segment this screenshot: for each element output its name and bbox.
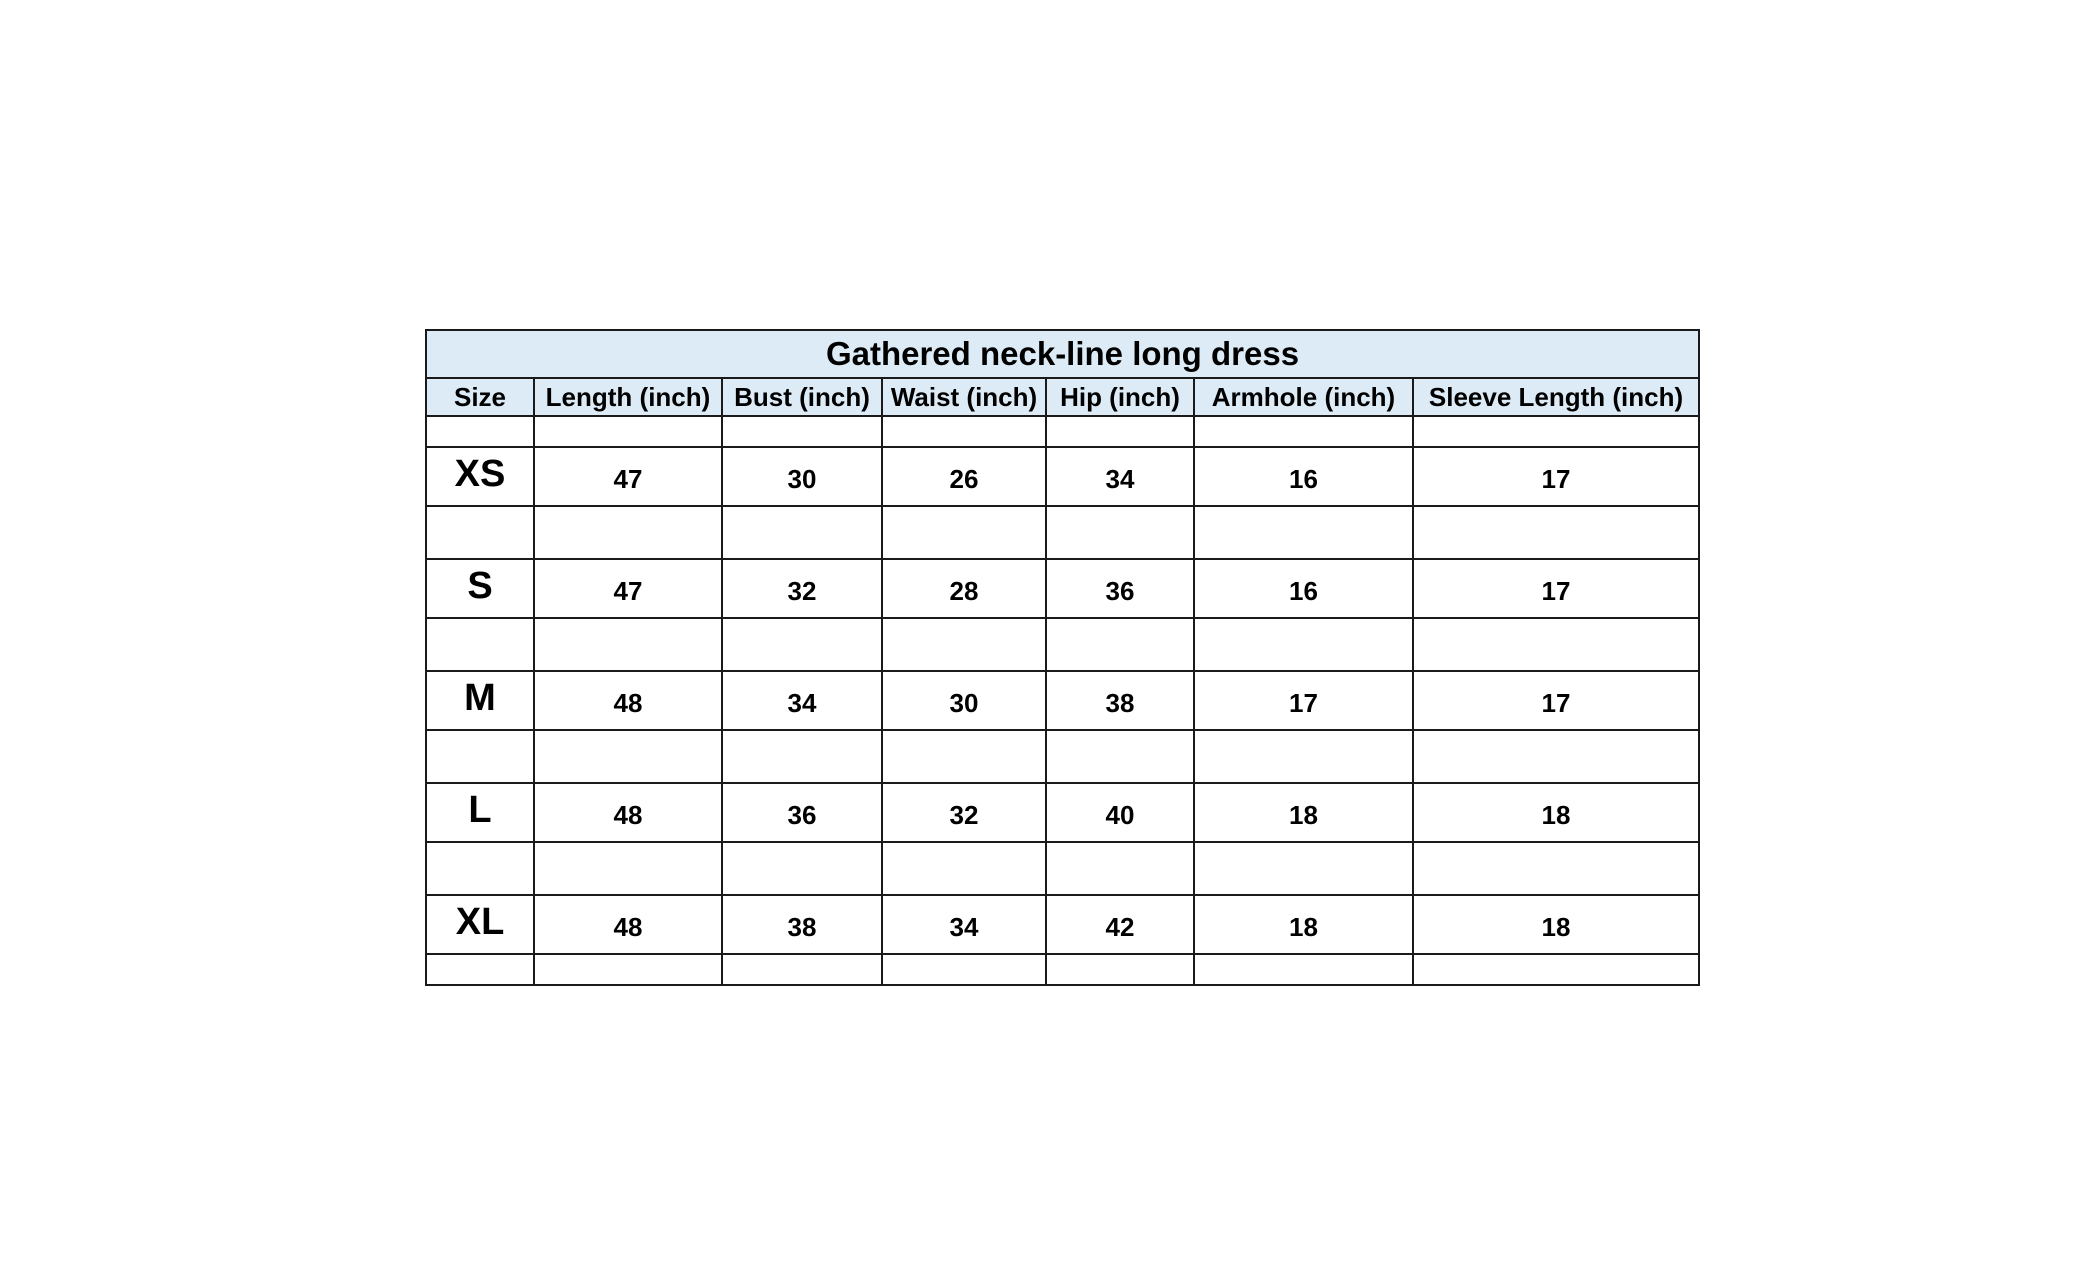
length-cell: 47 xyxy=(534,559,722,618)
blank-cell xyxy=(426,416,534,447)
table-title: Gathered neck-line long dress xyxy=(426,330,1699,378)
armhole-cell: 16 xyxy=(1194,559,1413,618)
blank-cell xyxy=(426,618,534,671)
table-row xyxy=(426,447,1699,506)
blank-cell xyxy=(534,618,722,671)
table-row xyxy=(426,783,1699,842)
blank-row xyxy=(426,842,1699,895)
blank-cell xyxy=(1413,618,1699,671)
blank-cell xyxy=(1194,954,1413,985)
blank-cell xyxy=(1046,842,1194,895)
hip-cell: 40 xyxy=(1046,783,1194,842)
length-cell: 47 xyxy=(534,447,722,506)
hip-cell: 42 xyxy=(1046,895,1194,954)
blank-cell xyxy=(1413,730,1699,783)
blank-cell xyxy=(534,730,722,783)
blank-row xyxy=(426,954,1699,985)
bust-cell: 36 xyxy=(722,783,882,842)
blank-cell xyxy=(1046,618,1194,671)
length-cell: 48 xyxy=(534,783,722,842)
bust-cell: 34 xyxy=(722,671,882,730)
waist-cell: 32 xyxy=(882,783,1046,842)
armhole-cell: 18 xyxy=(1194,783,1413,842)
header-length: Length (inch) xyxy=(534,378,722,416)
blank-cell xyxy=(1194,618,1413,671)
armhole-cell: 17 xyxy=(1194,671,1413,730)
sleeve-length-cell: 17 xyxy=(1413,671,1699,730)
blank-cell xyxy=(426,842,534,895)
size-cell: S xyxy=(426,559,534,618)
bust-cell: 32 xyxy=(722,559,882,618)
blank-cell xyxy=(1194,842,1413,895)
blank-cell xyxy=(1413,842,1699,895)
blank-cell xyxy=(722,730,882,783)
sleeve-length-cell: 17 xyxy=(1413,447,1699,506)
header-sleeve-length: Sleeve Length (inch) xyxy=(1413,378,1699,416)
blank-cell xyxy=(882,842,1046,895)
hip-cell: 38 xyxy=(1046,671,1194,730)
bust-cell: 30 xyxy=(722,447,882,506)
sleeve-length-cell: 17 xyxy=(1413,559,1699,618)
blank-cell xyxy=(882,618,1046,671)
blank-cell xyxy=(1194,730,1413,783)
blank-row xyxy=(426,730,1699,783)
size-cell: XL xyxy=(426,895,534,954)
blank-cell xyxy=(722,416,882,447)
table-row xyxy=(426,671,1699,730)
waist-cell: 26 xyxy=(882,447,1046,506)
blank-cell xyxy=(534,416,722,447)
blank-cell xyxy=(1194,416,1413,447)
blank-row xyxy=(426,416,1699,447)
hip-cell: 34 xyxy=(1046,447,1194,506)
waist-cell: 30 xyxy=(882,671,1046,730)
blank-cell xyxy=(1046,506,1194,559)
blank-cell xyxy=(882,730,1046,783)
blank-cell xyxy=(722,954,882,985)
header-bust: Bust (inch) xyxy=(722,378,882,416)
length-cell: 48 xyxy=(534,671,722,730)
blank-cell xyxy=(534,506,722,559)
blank-cell xyxy=(722,842,882,895)
blank-cell xyxy=(882,954,1046,985)
blank-row xyxy=(426,618,1699,671)
size-cell: L xyxy=(426,783,534,842)
table-row xyxy=(426,559,1699,618)
blank-cell xyxy=(1413,954,1699,985)
hip-cell: 36 xyxy=(1046,559,1194,618)
header-row xyxy=(426,378,1699,416)
blank-cell xyxy=(882,506,1046,559)
sleeve-length-cell: 18 xyxy=(1413,895,1699,954)
blank-cell xyxy=(1046,730,1194,783)
armhole-cell: 18 xyxy=(1194,895,1413,954)
blank-cell xyxy=(534,842,722,895)
blank-row xyxy=(426,506,1699,559)
bust-cell: 38 xyxy=(722,895,882,954)
header-waist: Waist (inch) xyxy=(882,378,1046,416)
title-row xyxy=(426,330,1699,378)
blank-cell xyxy=(1046,954,1194,985)
blank-cell xyxy=(882,416,1046,447)
table-row xyxy=(426,895,1699,954)
size-chart-table xyxy=(425,329,1700,986)
size-cell: XS xyxy=(426,447,534,506)
sleeve-length-cell: 18 xyxy=(1413,783,1699,842)
blank-cell xyxy=(1046,416,1194,447)
blank-cell xyxy=(426,954,534,985)
armhole-cell: 16 xyxy=(1194,447,1413,506)
blank-cell xyxy=(426,730,534,783)
blank-cell xyxy=(1413,506,1699,559)
blank-cell xyxy=(1194,506,1413,559)
header-size: Size xyxy=(426,378,534,416)
waist-cell: 34 xyxy=(882,895,1046,954)
blank-cell xyxy=(722,618,882,671)
blank-cell xyxy=(426,506,534,559)
size-cell: M xyxy=(426,671,534,730)
blank-cell xyxy=(722,506,882,559)
length-cell: 48 xyxy=(534,895,722,954)
waist-cell: 28 xyxy=(882,559,1046,618)
header-hip: Hip (inch) xyxy=(1046,378,1194,416)
header-armhole: Armhole (inch) xyxy=(1194,378,1413,416)
blank-cell xyxy=(534,954,722,985)
blank-cell xyxy=(1413,416,1699,447)
